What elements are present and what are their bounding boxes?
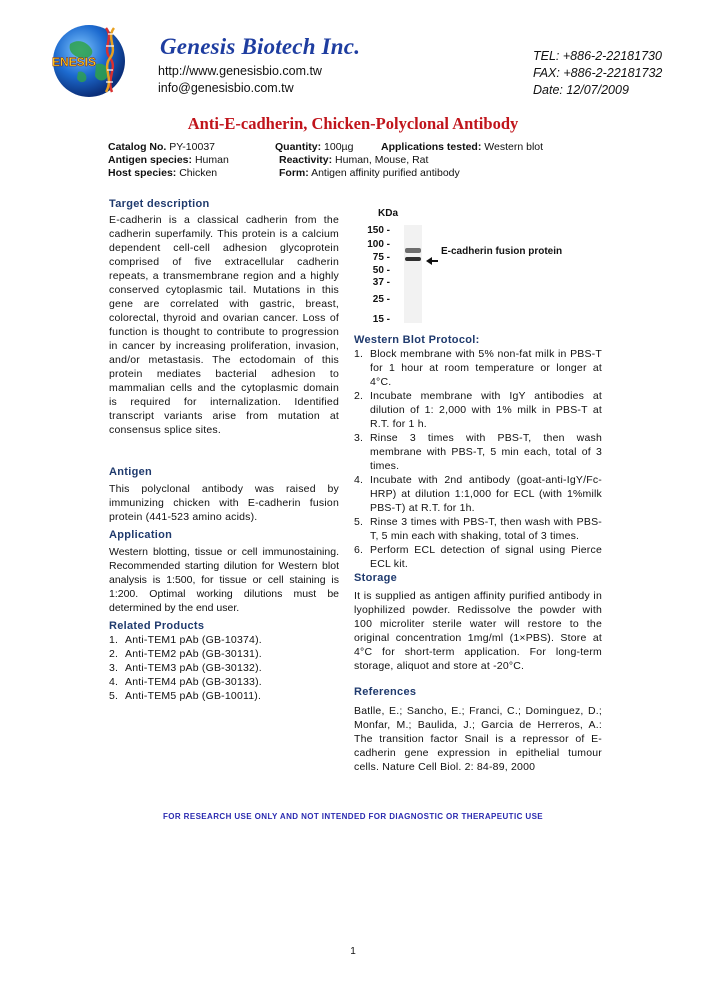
kda-label: KDa <box>378 208 399 219</box>
genesis-globe-logo <box>48 20 130 102</box>
storage-text: It is supplied as antigen affinity purified antibody in lyophilized powder. Redissolve the powder with 100 microliter sterile water will restore to the original concentration 1mg/ml (1×PBS). Store at 4°C for short-term application. For long-term storage, aliquot and store at -20°C. <box>354 590 602 672</box>
related-products-list <box>109 633 339 703</box>
antigen-species: Antigen species: Human <box>108 154 229 166</box>
list-item: 2. Anti-TEM2 pAb (GB-30131). <box>109 648 262 660</box>
protocol-heading: Western Blot Protocol: <box>354 334 480 346</box>
document-date: Date: 12/07/2009 <box>533 83 629 97</box>
marker-100: 100 - <box>367 239 390 250</box>
related-products-heading: Related Products <box>109 620 205 632</box>
list-item: 3. Rinse 3 times with PBS-T, then wash membrane with PBS-T, 5 min each, total of 3 times. <box>354 432 602 472</box>
host-species: Host species: Chicken <box>108 167 218 179</box>
form: Form: Antigen affinity purified antibody <box>279 167 460 179</box>
list-item: 1. Anti-TEM1 pAb (GB-10374). <box>109 634 262 646</box>
main-band <box>405 257 421 261</box>
storage-heading: Storage <box>354 572 398 584</box>
research-use-disclaimer: FOR RESEARCH USE ONLY AND NOT INTENDED FOR DIAGNOSTIC OR THERAPEUTIC USE <box>162 812 544 821</box>
logo-text: ENESIS <box>52 55 97 69</box>
application-text: Western blotting, tissue or cell immunostaining. Recommended starting dilution for Western blot analysis is 1:500, for tissue or cell staining is 1:200. Optimal working dilutions must be determined by the end user. <box>109 546 339 614</box>
western-blot-figure <box>360 205 610 325</box>
list-item: 4. Incubate with 2nd antibody (goat-anti-IgY/Fc-HRP) at dilution 1:1,000 for ECL (with 1%milk PBS-T) at R.T. for 1h. <box>354 474 602 514</box>
antigen-heading: Antigen <box>109 466 153 478</box>
marker-150: 150 - <box>367 225 390 236</box>
website-link[interactable]: http://www.genesisbio.com.tw <box>158 64 322 78</box>
faint-band <box>405 248 421 253</box>
marker-50: 50 - <box>372 265 390 276</box>
catalog-number: Catalog No. PY-10037 <box>108 141 216 153</box>
page-number: 1 <box>350 946 356 957</box>
marker-37: 37 - <box>372 277 390 288</box>
company-name: Genesis Biotech Inc. <box>160 34 361 59</box>
list-item: 2. Incubate membrane with IgY antibodies at dilution of 1: 2,000 with 1% milk in PBS-T at R.T. for 1 h. <box>354 390 602 430</box>
email-link[interactable]: info@genesisbio.com.tw <box>158 81 294 95</box>
marker-25: 25 - <box>372 294 390 305</box>
target-description: E-cadherin is a classical cadherin from the cadherin superfamily. This protein is a calcium dependent cell-cell adhesion glycoprotein comprised of five extracellular cadherin repeats, a transmembrane region and a highly conserved cytoplasmic tail. Mutations in this gene are correlated with gastric, breast, colorectal, thyroid and ovarian cancer. Loss of function is thought to contribute to progression in cancer by increasing proliferation, invasion, and/or metastasis. The ectodomain of this protein mediates bacterial adhesion to mammalian cells and the cytoplasmic domain is required for internalization. Identified transcript variants arise from mutation at consensus splice sites. <box>109 214 339 436</box>
list-item: 4. Anti-TEM4 pAb (GB-30133). <box>109 676 262 688</box>
applications-tested: Applications tested: Western blot <box>381 141 544 153</box>
fax-number: FAX: +886-2-22181732 <box>533 66 663 80</box>
marker-15: 15 - <box>372 314 390 325</box>
reactivity: Reactivity: Human, Mouse, Rat <box>279 154 429 166</box>
antigen-text: This polyclonal antibody was raised by immunizing chicken with E-cadherin fusion protein (441-523 amino acids). <box>109 483 339 523</box>
protocol-steps <box>354 347 602 571</box>
arrow-left-icon <box>426 253 438 263</box>
product-title: Anti-E-cadherin, Chicken-Polyclonal Antibody <box>187 114 519 133</box>
list-item: 3. Anti-TEM3 pAb (GB-30132). <box>109 662 262 674</box>
band-label: E-cadherin fusion protein <box>441 246 563 257</box>
references-heading: References <box>354 686 417 698</box>
blot-lane <box>404 225 422 323</box>
target-heading: Target description <box>109 198 210 210</box>
list-item: 6. Perform ECL detection of signal using Pierce ECL kit. <box>354 544 602 570</box>
references-text: Batlle, E.; Sancho, E.; Franci, C.; Dominguez, D.; Monfar, M.; Baulida, J.; Garcia de Herreros, A.: The transition factor Snail is a repressor of E-cadherin gene expression in epithelial tumour cells. Nature Cell Biol. 2: 84-89, 2000 <box>354 705 602 773</box>
marker-75: 75 - <box>372 252 390 263</box>
tel-number: TEL: +886-2-22181730 <box>533 49 662 63</box>
list-item: 5. Rinse 3 times with PBS-T, then wash with PBS-T, 5 min each with shaking, total of 3 times. <box>354 516 602 542</box>
application-heading: Application <box>109 529 173 541</box>
quantity: Quantity: 100µg <box>275 141 354 153</box>
list-item: 1. Block membrane with 5% non-fat milk in PBS-T for 1 hour at room temperature or longer at 4°C. <box>354 348 602 388</box>
list-item: 5. Anti-TEM5 pAb (GB-10011). <box>109 690 262 702</box>
